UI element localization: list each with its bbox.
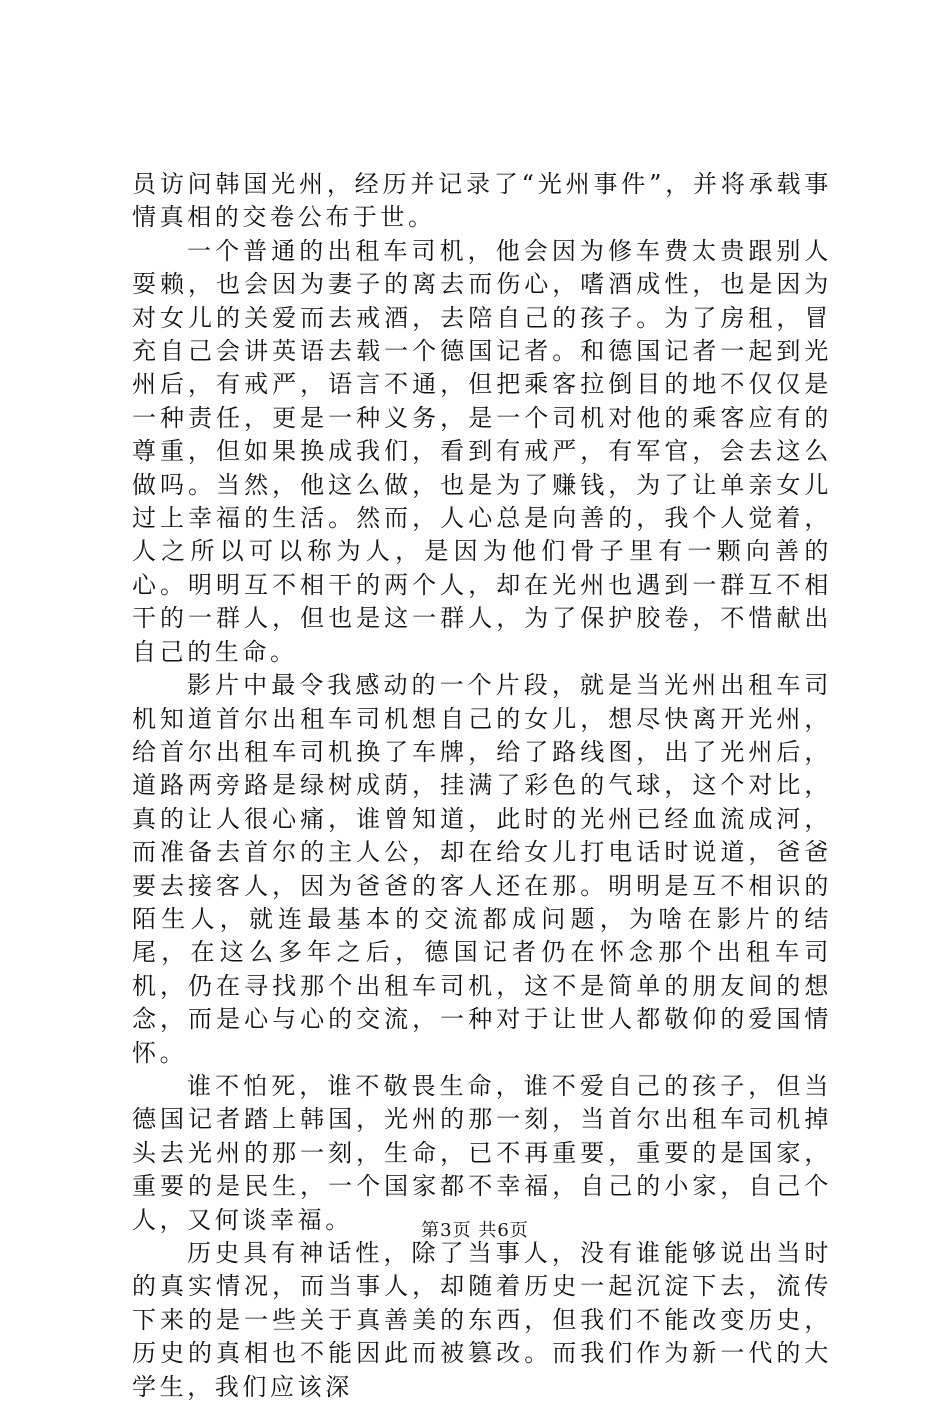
paragraph-3: 影片中最令我感动的一个片段，就是当光州出租车司机知道首尔出租车司机想自己的女儿，想尽快离开光州，给首尔出租车司机换了车牌，给了路线图，出了光州后，道路两旁路是绿树成荫，挂满了彩色的气球，这个对比，真的让人很心痛，谁曾知道，此时的光州已经血流成河，而准备去首尔的主人公，却在给女儿打电话时说道，爸爸要去接客人，因为爸爸的客人还在那。明明是互不相识的陌生人，就连最基本的交流都成问题，为啥在影片的结尾，在这么多年之后，德国记者仍在怀念那个出租车司机，仍在寻找那个出租车司机，这不是简单的朋友间的想念，而是心与心的交流，一种对于让世人都敬仰的爱国情怀。 bbox=[132, 671, 832, 1067]
paragraph-2: 一个普通的出租车司机，他会因为修车费太贵跟别人耍赖，也会因为妻子的离去而伤心，嗜酒成性，也是因为对女儿的关爱而去戒酒，去陪自己的孩子。为了房租，冒充自己会讲英语去载一个德国记者。和德国记者一起到光州后，有戒严，语言不通，但把乘客拉倒目的地不仅仅是一种责任，更是一种义务，是一个司机对他的乘客应有的尊重，但如果换成我们，看到有戒严，有军官，会去这么做吗。当然，他这么做，也是为了赚钱，为了让单亲女儿过上幸福的生活。然而，人心总是向善的，我个人觉着，人之所以可以称为人，是因为他们骨子里有一颗向善的心。明明互不相干的两个人，却在光州也遇到一群互不相干的一群人，但也是这一群人，为了保护胶卷，不惜献出自己的生命。 bbox=[132, 236, 832, 666]
paragraph-5: 历史具有神话性，除了当事人，没有谁能够说出当时的真实情况，而当事人，却随着历史一起沉淀下去，流传下来的是一些关于真善美的东西，但我们不能改变历史，历史的真相也不能因此而被篡改。而我们作为新一代的大学生，我们应该深 bbox=[132, 1239, 832, 1401]
paragraph-4: 谁不怕死，谁不敬畏生命，谁不爱自己的孩子，但当德国记者踏上韩国，光州的那一刻，当首尔出租车司机掉头去光州的那一刻，生命，已不再重要，重要的是国家，重要的是民生，一个国家都不幸福，自己的小家，自己个人，又何谈幸福。 bbox=[132, 1071, 832, 1234]
page-number-footer: 第3页 共6页 bbox=[421, 1220, 529, 1241]
paragraph-1: 员访问韩国光州，经历并记录了“光州事件”，并将承载事情真相的交卷公布于世。 bbox=[132, 170, 832, 232]
